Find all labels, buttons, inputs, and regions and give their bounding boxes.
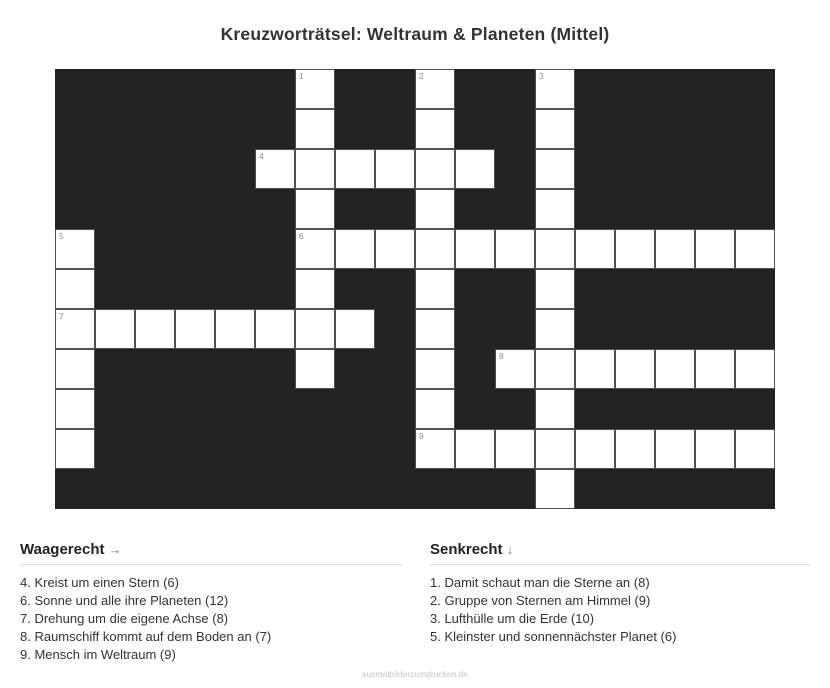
crossword-cell[interactable] bbox=[415, 269, 455, 309]
crossword-cell[interactable] bbox=[55, 269, 95, 309]
crossword-cell[interactable] bbox=[415, 189, 455, 229]
crossword-cell[interactable] bbox=[415, 149, 455, 189]
crossword-cell[interactable] bbox=[535, 309, 575, 349]
crossword-cell[interactable] bbox=[655, 349, 695, 389]
clue-number: 9 bbox=[419, 431, 424, 441]
crossword-cell[interactable] bbox=[575, 429, 615, 469]
crossword-cell[interactable] bbox=[135, 309, 175, 349]
crossword-cell[interactable] bbox=[455, 229, 495, 269]
crossword-cell[interactable] bbox=[215, 309, 255, 349]
crossword-cell[interactable] bbox=[535, 189, 575, 229]
down-heading bbox=[430, 541, 810, 565]
crossword-cell[interactable] bbox=[535, 429, 575, 469]
crossword-cell[interactable] bbox=[55, 429, 95, 469]
clue-number: 8 bbox=[499, 351, 504, 361]
page-title: Kreuzworträtsel: Weltraum & Planeten (Mittel) bbox=[220, 24, 610, 44]
clue-item: 2. Gruppe von Sternen am Himmel (9) bbox=[430, 593, 651, 608]
crossword-cell[interactable] bbox=[375, 229, 415, 269]
crossword-cell[interactable] bbox=[295, 109, 335, 149]
crossword-cell[interactable] bbox=[415, 69, 455, 109]
crossword-cell[interactable] bbox=[495, 349, 535, 389]
crossword-cell[interactable] bbox=[695, 229, 735, 269]
crossword-cell[interactable] bbox=[455, 429, 495, 469]
crossword-cell[interactable] bbox=[535, 349, 575, 389]
crossword-cell[interactable] bbox=[175, 309, 215, 349]
crossword-cell[interactable] bbox=[295, 269, 335, 309]
crossword-cell[interactable] bbox=[95, 309, 135, 349]
crossword-cell[interactable] bbox=[415, 429, 455, 469]
clue-item: 5. Kleinster und sonnennächster Planet (6) bbox=[430, 629, 677, 644]
crossword-cell[interactable] bbox=[295, 189, 335, 229]
crossword-cell[interactable] bbox=[295, 229, 335, 269]
crossword-cell[interactable] bbox=[735, 229, 775, 269]
clue-number: 2 bbox=[419, 71, 424, 81]
down-heading-label: Senkrecht bbox=[430, 541, 503, 558]
clue-item: 1. Damit schaut man die Sterne an (8) bbox=[430, 575, 650, 590]
clue-number: 3 bbox=[539, 71, 544, 81]
crossword-cell[interactable] bbox=[575, 229, 615, 269]
crossword-cell[interactable] bbox=[415, 309, 455, 349]
crossword-cell[interactable] bbox=[415, 389, 455, 429]
crossword-cell[interactable] bbox=[335, 309, 375, 349]
crossword-cell[interactable] bbox=[535, 149, 575, 189]
clue-item: 7. Drehung um die eigene Achse (8) bbox=[20, 611, 229, 626]
crossword-cell[interactable] bbox=[535, 269, 575, 309]
crossword-grid bbox=[55, 69, 775, 509]
clue-item: 6. Sonne und alle ihre Planeten (12) bbox=[20, 593, 229, 608]
crossword-cell[interactable] bbox=[535, 69, 575, 109]
crossword-cell[interactable] bbox=[615, 349, 655, 389]
across-heading-label: Waagerecht bbox=[20, 541, 105, 558]
crossword-cell[interactable] bbox=[575, 349, 615, 389]
crossword-cell[interactable] bbox=[55, 229, 95, 269]
crossword-cell[interactable] bbox=[695, 349, 735, 389]
across-clue-list bbox=[20, 574, 402, 664]
crossword-cell[interactable] bbox=[535, 109, 575, 149]
down-clues-section bbox=[430, 541, 810, 646]
crossword-cell[interactable] bbox=[55, 349, 95, 389]
across-clues-section bbox=[20, 541, 402, 664]
crossword-cell[interactable] bbox=[415, 109, 455, 149]
crossword-cell[interactable] bbox=[655, 229, 695, 269]
crossword-cell[interactable] bbox=[295, 349, 335, 389]
clue-number: 1 bbox=[299, 71, 304, 81]
across-heading bbox=[20, 541, 402, 565]
crossword-cell[interactable] bbox=[495, 429, 535, 469]
crossword-cell[interactable] bbox=[655, 429, 695, 469]
clue-item: 9. Mensch im Weltraum (9) bbox=[20, 647, 176, 662]
crossword-cell[interactable] bbox=[735, 349, 775, 389]
clue-item: 8. Raumschiff kommt auf dem Boden an (7) bbox=[20, 629, 272, 644]
crossword-cell[interactable] bbox=[735, 429, 775, 469]
crossword-cell[interactable] bbox=[55, 309, 95, 349]
crossword-cell[interactable] bbox=[415, 229, 455, 269]
crossword-cell[interactable] bbox=[55, 389, 95, 429]
clue-item: 3. Lufthülle um die Erde (10) bbox=[430, 611, 595, 626]
crossword-cell[interactable] bbox=[535, 389, 575, 429]
crossword-cell[interactable] bbox=[335, 149, 375, 189]
footer-watermark: ausmalbilderzumdrucken.de bbox=[361, 669, 469, 679]
down-arrow-icon: ↓ bbox=[506, 542, 514, 557]
crossword-cell[interactable] bbox=[455, 149, 495, 189]
crossword-cell[interactable] bbox=[615, 429, 655, 469]
clue-number: 4 bbox=[259, 151, 264, 161]
crossword-cell[interactable] bbox=[495, 229, 535, 269]
crossword-cell[interactable] bbox=[335, 229, 375, 269]
right-arrow-icon: → bbox=[108, 542, 122, 557]
crossword-cell[interactable] bbox=[255, 149, 295, 189]
clue-number: 7 bbox=[59, 311, 64, 321]
crossword-cell[interactable] bbox=[375, 149, 415, 189]
clue-number: 5 bbox=[59, 231, 64, 241]
crossword-cell[interactable] bbox=[615, 229, 655, 269]
crossword-cell[interactable] bbox=[295, 309, 335, 349]
clue-item: 4. Kreist um einen Stern (6) bbox=[20, 575, 179, 590]
crossword-cell[interactable] bbox=[295, 149, 335, 189]
clue-number: 6 bbox=[299, 231, 304, 241]
crossword-cell[interactable] bbox=[535, 229, 575, 269]
crossword-cell[interactable] bbox=[535, 469, 575, 509]
down-clue-list bbox=[430, 574, 810, 646]
crossword-cell[interactable] bbox=[695, 429, 735, 469]
crossword-cell[interactable] bbox=[255, 309, 295, 349]
crossword-cell[interactable] bbox=[295, 69, 335, 109]
crossword-cell[interactable] bbox=[415, 349, 455, 389]
